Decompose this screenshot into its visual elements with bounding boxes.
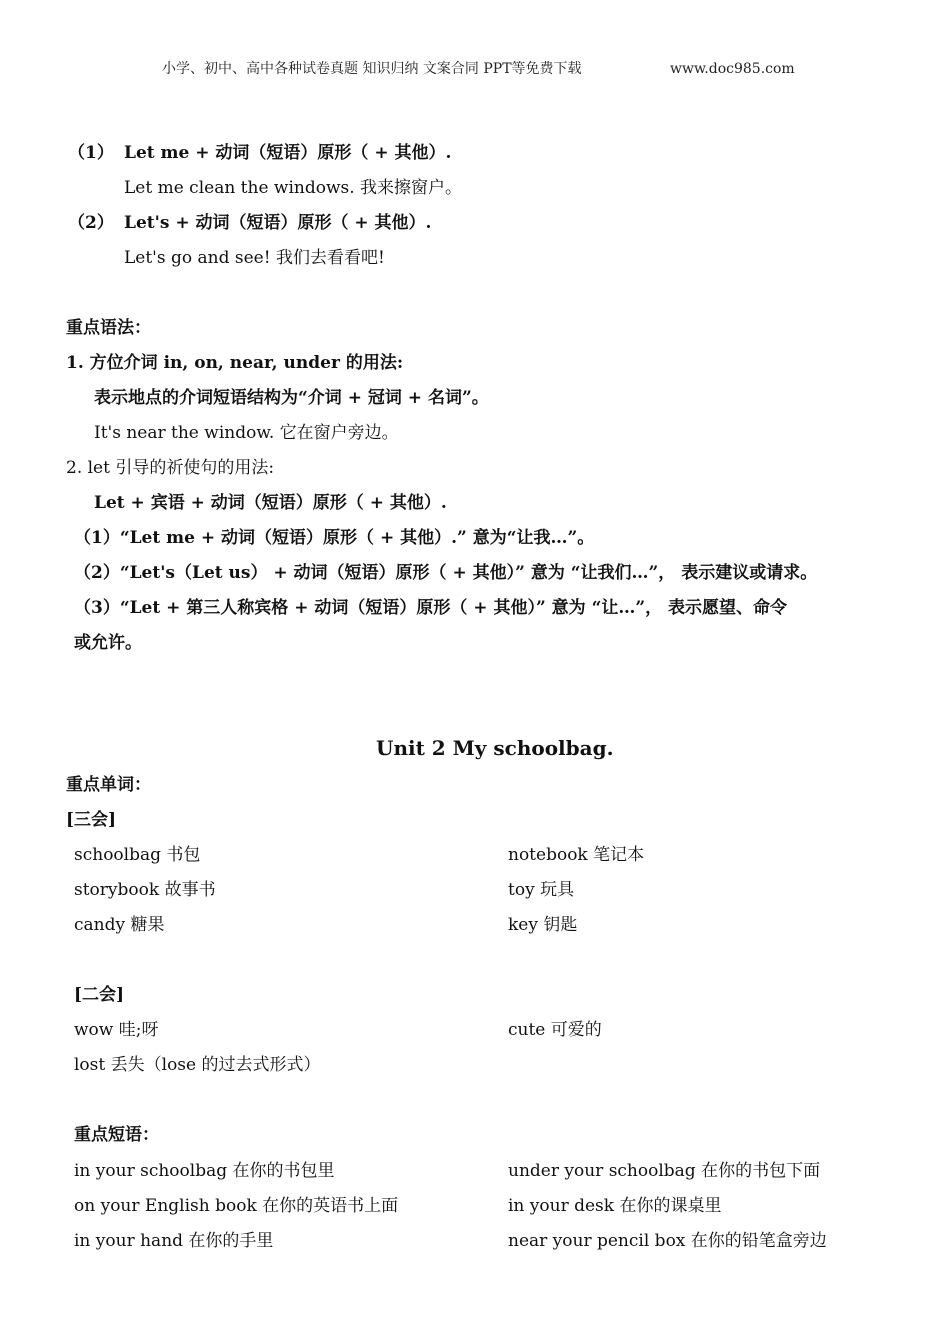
words-heading: 重点单词： [66,775,151,795]
item-number: （1） [68,143,114,163]
phrases-heading: 重点短语： [74,1125,159,1145]
word-item: schoolbag 书包 [74,845,201,865]
rule-text: Let's + 动词（短语）原形（ + 其他）. [124,213,432,233]
phrase-item: in your hand 在你的手里 [74,1231,274,1251]
grammar-point-1-rule: 表示地点的介词短语结构为“介词 + 冠词 + 名词”。 [94,388,489,408]
word-item: notebook 笔记本 [508,845,645,865]
level-3-label: [三会] [66,810,117,830]
word-item: candy 糖果 [74,915,165,935]
phrase-item: under your schoolbag 在你的书包下面 [508,1161,821,1181]
grammar-point-1-title: 1. 方位介词 in, on, near, under 的用法: [66,353,404,373]
unit-title: Unit 2 My schoolbag. [376,736,614,760]
grammar-point-2-item-1: （1）“Let me + 动词（短语）原形（ + 其他）.” 意为“让我…”。 [74,528,595,548]
grammar-point-2-item-2: （2）“Let's（Let us） + 动词（短语）原形（ + 其他）” 意为 “让我们…”， 表示建议或请求。 [74,563,818,583]
word-item: storybook 故事书 [74,880,216,900]
level-2-label: [二会] [74,985,125,1005]
grammar-point-2-item-3: （3）“Let + 第三人称宾格 + 动词（短语）原形（ + 其他）” 意为 “让…”， 表示愿望、命令 [74,598,788,618]
item-number: （2） [68,213,114,233]
word-item: key 钥匙 [508,915,578,935]
word-item: cute 可爱的 [508,1020,602,1040]
grammar-heading: 重点语法： [66,318,151,338]
site-banner-text: 小学、初中、高中各种试卷真题 知识归纳 文案合同 PPT等免费下载 [162,61,582,77]
rule-text: Let me + 动词（短语）原形（ + 其他）. [124,143,452,163]
grammar-point-1-example: It's near the window. 它在窗户旁边。 [94,423,399,443]
let-rule-2 [68,212,431,234]
site-url[interactable]: www.doc985.com [670,61,795,77]
phrase-item: in your desk 在你的课桌里 [508,1196,722,1216]
let-rule-1 [68,142,451,164]
let-example-1: Let me clean the windows. 我来擦窗户。 [124,178,463,198]
word-item: wow 哇;呀 [74,1020,159,1040]
phrase-item: in your schoolbag 在你的书包里 [74,1161,335,1181]
grammar-point-2-rule: Let + 宾语 + 动词（短语）原形（ + 其他）. [94,493,447,513]
word-item: toy 玩具 [508,880,575,900]
let-example-2: Let's go and see! 我们去看看吧! [124,248,385,268]
word-item: lost 丢失（lose 的过去式形式） [74,1055,321,1075]
phrase-item: on your English book 在你的英语书上面 [74,1196,399,1216]
phrase-item: near your pencil box 在你的铅笔盒旁边 [508,1231,827,1251]
grammar-point-2-item-3-cont: 或允许。 [74,633,142,653]
grammar-point-2-title: 2. let 引导的祈使句的用法: [66,458,275,478]
